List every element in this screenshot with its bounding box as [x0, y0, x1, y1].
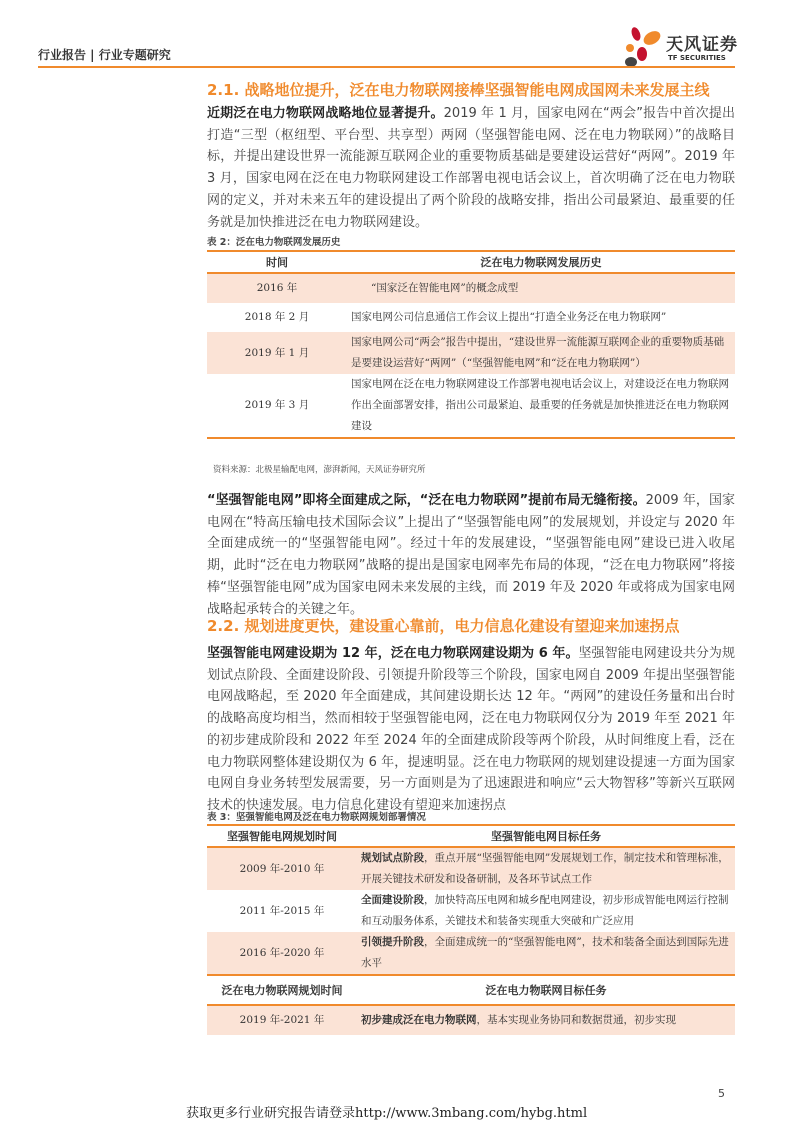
company-logo: [622, 24, 742, 68]
column-header: 坚强智能电网目标任务: [357, 825, 735, 847]
table-row: 2019 年-2021 年 初步建成泛在电力物联网，基本实现业务协同和数据贯通，初步实现: [207, 1005, 735, 1035]
paragraph-lead: 坚强智能电网建设期为 12 年，泛在电力物联网建设期为 6 年。: [207, 646, 579, 661]
table-row: 2018 年 2 月 国家电网公司信息通信工作会议上提出“打造全业务泛在电力物联网”: [244, 311, 667, 323]
logo-mark-icon: [622, 24, 666, 68]
footer-link[interactable]: 获取更多行业研究报告请登录http://www.3mbang.com/hybg.html: [186, 1106, 588, 1121]
column-header: 时间: [207, 251, 347, 273]
paragraph-transition: [207, 490, 735, 620]
table-row: 2016 年 “国家泛在智能电网”的概念成型: [207, 273, 735, 303]
planning-table: [207, 824, 735, 1035]
history-table: [207, 250, 735, 439]
table-row: 2019 年 3 月 国家电网在泛在电力物联网建设工作部署电视电话会议上，对建设泛在电力物联网作出全面部署安排，指出公司最紧迫、最重要的任务就是加快推进泛在电力物联网建设: [207, 374, 735, 438]
header-divider: [38, 66, 735, 68]
paragraph-strategy: [207, 103, 735, 233]
paragraph-body: 2019 年 1 月，国家电网在“两会”报告中首次提出打造“三型（枢纽型、平台型、共享型）两网（坚强智能电网、泛在电力物联网）”的战略目标，并提出建设世界一流能源互联网企业的重要物质基础是要建设运营好“两网”。2019 年 3 月，国家电网在泛在电力物联网建设工作部署电视电话会议上，首次明确了泛在电力物联网的定义，并对未来五年的建设提出了两个阶段的战略安排，指出公司最紧迫、最重要的任务就是加快推进泛在电力物联网建设。: [207, 106, 735, 230]
paragraph-body: 坚强智能电网建设共分为规划试点阶段、全面建设阶段、引领提升阶段等三个阶段，国家电网自 2009 年提出坚强智能电网战略起，至 2020 年全面建成，其间建设期长达 12 年。“两网”的建设任务量和出台时的战略高度均相当，然而相较于坚强智能电网，泛在电力物联网仅分为 2019 年至 2021 年的初步建成阶段和 2022 年至 2024 年的全面建成阶段等两个阶段，从时间维度上看，泛在电力物联网整体建设期仅为 6 年，提速明显。泛在电力物联网的规划建设提速一方面为国家电网自身业务转型发展需要，另一方面则是为了迅速跟进和响应“云大物智移”等新兴互联网技术的快速发展。电力信息化建设有望迎来加速拐点: [207, 646, 735, 813]
table-row: 2009 年-2010 年 规划试点阶段，重点开展“坚强智能电网”发展规划工作，制定技术和管理标准，开展关键技术研发和设备研制，及各环节试点工作: [207, 847, 735, 890]
paragraph-lead: “坚强智能电网”即将全面建成之际，“泛在电力物联网”提前布局无缝衔接。: [207, 493, 646, 508]
logo-english: TF SECURITIES: [668, 54, 726, 62]
column-header: 泛在电力物联网发展历史: [347, 251, 735, 273]
section-title-2-2: 2.2. 规划进度更快，建设重心靠前，电力信息化建设有望迎来加速拐点: [207, 617, 680, 635]
paragraph-body: 2009 年，国家电网在“特高压输电技术国际会议”上提出了“坚强智能电网”的发展规划，并设定与 2020 年全面建成统一的“坚强智能电网”。经过十年的发展建设，“坚强智能电网”建设已进入收尾期，此时“泛在电力物联网”战略的提出是国家电网率先布局的体现，“泛在电力物联网”将接棒“坚强智能电网”成为国家电网未来发展的主线，而 2019 年及 2020 年或将成为国家电网战略起承转合的关键之年。: [207, 493, 735, 617]
table-caption: 表 2：泛在电力物联网发展历史: [207, 237, 341, 248]
table-row: 2016 年-2020 年 引领提升阶段，全面建成统一的“坚强智能电网”，技术和装备全面达到国际先进水平: [207, 932, 735, 975]
table-caption: 表 3：坚强智能电网及泛在电力物联网规划部署情况: [207, 812, 426, 823]
column-header: 泛在电力物联网目标任务: [357, 975, 735, 1005]
paragraph-lead: 近期泛在电力物联网战略地位显著提升。: [207, 106, 444, 121]
column-header: 坚强智能电网规划时间: [207, 825, 357, 847]
page-number: 5: [718, 1087, 725, 1100]
table-row: 2019 年 1 月 国家电网公司“两会”报告中提出，“建设世界一流能源互联网企业的重要物质基础是要建设运营好“两网”（“坚强智能电网”和“泛在电力物联网”）: [207, 332, 735, 374]
paragraph-schedule: [207, 643, 735, 817]
column-header: 泛在电力物联网规划时间: [207, 975, 357, 1005]
breadcrumb: 行业报告 | 行业专题研究: [38, 48, 171, 62]
table-source: 资料来源：北极星输配电网，澎湃新闻，天风证券研究所: [213, 465, 426, 475]
logo-name: 天风证券: [666, 35, 738, 55]
table-row: 2011 年-2015 年 全面建设阶段，加快特高压电网和城乡配电网建设，初步形成智能电网运行控制和互动服务体系，关键技术和装备实现重大突破和广泛应用: [239, 894, 729, 927]
section-title-2-1: 2.1. 战略地位提升，泛在电力物联网接棒坚强智能电网成国网未来发展主线: [207, 81, 710, 99]
